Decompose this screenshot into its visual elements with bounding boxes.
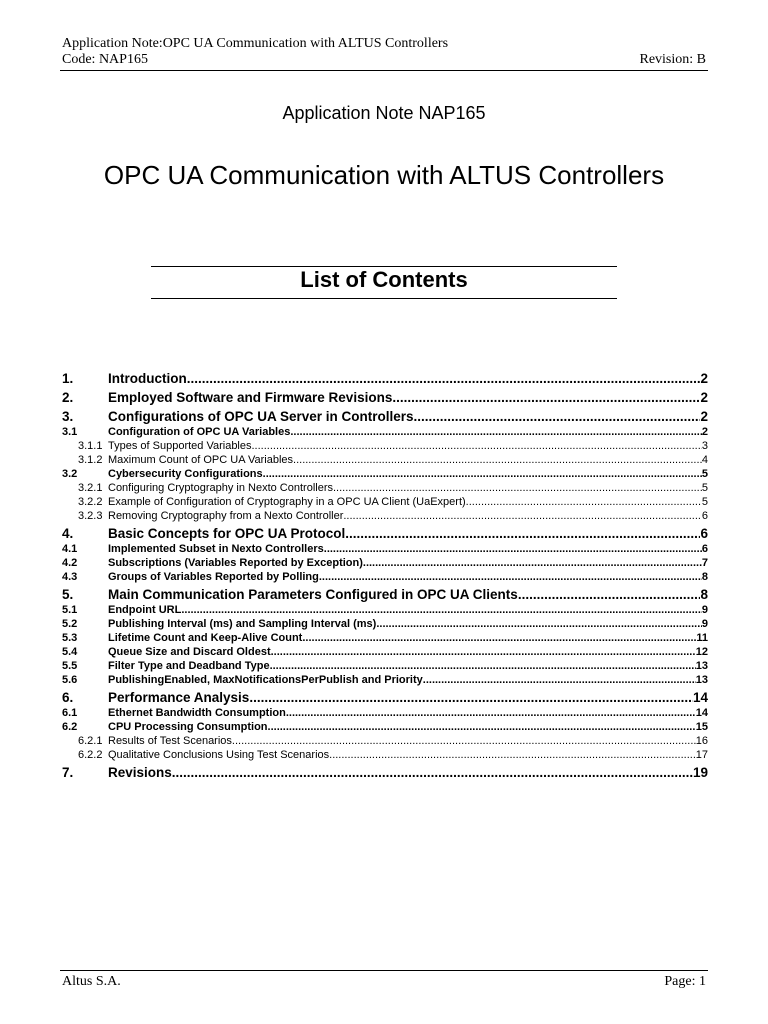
toc-entry-number: 5. (62, 587, 74, 602)
toc-entry-title: Main Communication Parameters Configured in OPC UA Clients (108, 587, 518, 602)
toc-entry[interactable] (62, 764, 708, 783)
toc-dot-leader (324, 544, 702, 555)
toc-entry[interactable] (62, 647, 708, 661)
toc-entry[interactable] (62, 483, 708, 497)
toc-entry-title: Qualitative Conclusions Using Test Scenarios (108, 750, 330, 761)
toc-entry[interactable] (62, 544, 708, 558)
toc-entry-title: Types of Supported Variables (108, 441, 252, 452)
toc-entry-page: 2 (701, 427, 708, 438)
toc-entry-number: 6.2.1 (78, 736, 103, 747)
toc-entry-number: 6.1 (62, 708, 78, 719)
toc-entry[interactable] (62, 525, 708, 544)
contents-bottom-rule (151, 298, 617, 299)
toc-dot-leader (270, 661, 696, 672)
toc-entry[interactable] (62, 497, 708, 511)
toc-entry-title: Queue Size and Discard Oldest (108, 647, 271, 658)
header-meta (62, 52, 706, 68)
toc-dot-leader (263, 469, 702, 480)
toc-entry-number: 3.1 (62, 427, 78, 438)
toc-entry-page: 19 (692, 765, 708, 780)
toc-entry[interactable] (62, 708, 708, 722)
toc-entry-page: 13 (695, 661, 708, 672)
toc-entry-page: 3 (701, 441, 708, 452)
toc-entry-page: 11 (696, 633, 708, 644)
toc-entry-page: 2 (700, 390, 708, 405)
toc-entry[interactable] (62, 736, 708, 750)
toc-entry[interactable] (62, 750, 708, 764)
toc-dot-leader (268, 722, 696, 733)
toc-entry-page: 6 (701, 544, 708, 555)
toc-dot-leader (249, 691, 693, 705)
toc-dot-leader (343, 511, 702, 522)
toc-entry-number: 4.3 (62, 572, 78, 583)
toc-entry-title: Lifetime Count and Keep-Alive Count (108, 633, 303, 644)
toc-entry-page: 7 (701, 558, 708, 569)
toc-entry[interactable] (62, 511, 708, 525)
toc-entry-page: 5 (701, 497, 708, 508)
toc-entry-title: Groups of Variables Reported by Polling (108, 572, 319, 583)
toc-entry-page: 2 (700, 371, 708, 386)
toc-entry-number: 3.2 (62, 469, 78, 480)
toc-entry-number: 6.2 (62, 722, 78, 733)
toc-dot-leader (423, 675, 696, 686)
toc-entry-number: 5.6 (62, 675, 78, 686)
toc-entry-title: Results of Test Scenarios (108, 736, 232, 747)
toc-entry-number: 3.2.2 (78, 497, 103, 508)
toc-dot-leader (181, 605, 702, 616)
toc-entry-number: 5.1 (62, 605, 78, 616)
toc-entry-title: PublishingEnabled, MaxNotificationsPerPublish and Priority (108, 675, 423, 686)
toc-entry-title: Cybersecurity Configurations (108, 469, 263, 480)
toc-entry-title: Example of Configuration of Cryptography in a OPC UA Client (UaExpert) (108, 497, 466, 508)
toc-entry-page: 6 (700, 526, 708, 541)
toc-entry-number: 6.2.2 (78, 750, 103, 761)
toc-entry[interactable] (62, 558, 708, 572)
toc-dot-leader (271, 647, 696, 658)
toc-entry-title: Revisions (108, 765, 172, 780)
toc-entry-number: 5.5 (62, 661, 78, 672)
toc-entry[interactable] (62, 441, 708, 455)
toc-dot-leader (345, 527, 700, 541)
header-title: Application Note:OPC UA Communication with ALTUS Controllers (62, 36, 449, 51)
toc-entry-number: 4.2 (62, 558, 78, 569)
toc-entry-number: 5.3 (62, 633, 78, 644)
toc-entry-page: 15 (695, 722, 708, 733)
toc-entry-page: 5 (701, 469, 708, 480)
toc-entry-number: 4.1 (62, 544, 78, 555)
toc-entry-page: 4 (701, 455, 708, 466)
toc-entry-title: Subscriptions (Variables Reported by Exception) (108, 558, 363, 569)
toc-entry[interactable] (62, 722, 708, 736)
toc-entry-title: Ethernet Bandwidth Consumption (108, 708, 286, 719)
toc-dot-leader (302, 633, 696, 644)
toc-dot-leader (252, 441, 702, 452)
header-code: Code: NAP165 (62, 52, 148, 67)
toc-entry-number: 3.1.2 (78, 455, 103, 466)
toc-entry-title: Filter Type and Deadband Type (108, 661, 270, 672)
toc-entry-title: Performance Analysis (108, 690, 250, 705)
toc-entry[interactable] (62, 408, 708, 427)
footer-company: Altus S.A. (62, 974, 121, 989)
toc-entry[interactable] (62, 572, 708, 586)
toc-entry-page: 14 (695, 708, 708, 719)
toc-entry-number: 2. (62, 390, 74, 405)
header-divider (60, 70, 708, 71)
toc-entry-page: 2 (700, 409, 708, 424)
footer-divider (60, 970, 708, 971)
footer-page-number: Page: 1 (664, 974, 706, 989)
application-note-title: Application Note NAP165 (282, 103, 486, 123)
toc-entry-title: Publishing Interval (ms) and Sampling Interval (ms) (108, 619, 377, 630)
toc-entry[interactable] (62, 370, 708, 389)
toc-entry[interactable] (62, 605, 708, 619)
toc-dot-leader (392, 391, 700, 405)
toc-entry-page: 14 (692, 690, 708, 705)
toc-entry-page: 17 (695, 750, 708, 761)
toc-dot-leader (286, 708, 696, 719)
toc-entry-number: 5.4 (62, 647, 78, 658)
toc-dot-leader (466, 497, 702, 508)
toc-entry-number: 4. (62, 526, 74, 541)
toc-dot-leader (290, 427, 702, 438)
toc-dot-leader (293, 455, 702, 466)
toc-entry-title: Endpoint URL (108, 605, 182, 616)
toc-entry[interactable] (62, 455, 708, 469)
toc-entry[interactable] (62, 389, 708, 408)
header-revision: Revision: B (639, 52, 706, 67)
toc-entry-page: 5 (701, 483, 708, 494)
toc-dot-leader (232, 736, 696, 747)
toc-entry[interactable] (62, 469, 708, 483)
toc-entry-title: Configurations of OPC UA Server in Controllers (108, 409, 414, 424)
toc-dot-leader (333, 483, 702, 494)
toc-entry-page: 16 (695, 736, 708, 747)
toc-entry[interactable] (62, 661, 708, 675)
toc-dot-leader (329, 750, 696, 761)
toc-entry-title: CPU Processing Consumption (108, 722, 268, 733)
toc-entry-page: 9 (701, 605, 708, 616)
toc-entry-title: Implemented Subset in Nexto Controllers (108, 544, 324, 555)
toc-entry-number: 1. (62, 371, 74, 386)
footer (62, 974, 706, 990)
toc-entry-title: Configuration of OPC UA Variables (108, 427, 291, 438)
toc-dot-leader (187, 372, 701, 386)
toc-dot-leader (319, 572, 702, 583)
toc-dot-leader (172, 766, 693, 780)
contents-heading: List of Contents (300, 267, 468, 292)
toc-entry[interactable] (62, 633, 708, 647)
toc-entry-page: 9 (701, 619, 708, 630)
toc-entry-page: 13 (695, 675, 708, 686)
toc-entry-title: Configuring Cryptography in Nexto Controllers (108, 483, 333, 494)
toc-entry-title: Maximum Count of OPC UA Variables (108, 455, 294, 466)
table-of-contents (62, 370, 708, 783)
toc-entry-number: 5.2 (62, 619, 78, 630)
toc-entry-page: 8 (701, 572, 708, 583)
toc-dot-leader (414, 410, 701, 424)
toc-entry-title: Introduction (108, 371, 187, 386)
toc-entry-number: 3.2.3 (78, 511, 103, 522)
toc-entry-number: 3. (62, 409, 74, 424)
toc-entry-title: Basic Concepts for OPC UA Protocol (108, 526, 346, 541)
document-title: OPC UA Communication with ALTUS Controllers (103, 160, 665, 190)
toc-entry-page: 6 (701, 511, 708, 522)
toc-entry-title: Removing Cryptography from a Nexto Controller (108, 511, 344, 522)
toc-entry-number: 6. (62, 690, 74, 705)
toc-entry[interactable] (62, 427, 708, 441)
toc-entry-page: 8 (700, 587, 708, 602)
toc-entry-number: 3.1.1 (78, 441, 103, 452)
toc-dot-leader (376, 619, 702, 630)
toc-dot-leader (363, 558, 702, 569)
toc-entry-number: 7. (62, 765, 74, 780)
toc-entry-title: Employed Software and Firmware Revisions (108, 390, 393, 405)
toc-dot-leader (518, 588, 701, 602)
toc-entry[interactable] (62, 586, 708, 605)
toc-entry[interactable] (62, 689, 708, 708)
toc-entry-page: 12 (695, 647, 708, 658)
toc-entry[interactable] (62, 619, 708, 633)
toc-entry[interactable] (62, 675, 708, 689)
toc-entry-number: 3.2.1 (78, 483, 103, 494)
